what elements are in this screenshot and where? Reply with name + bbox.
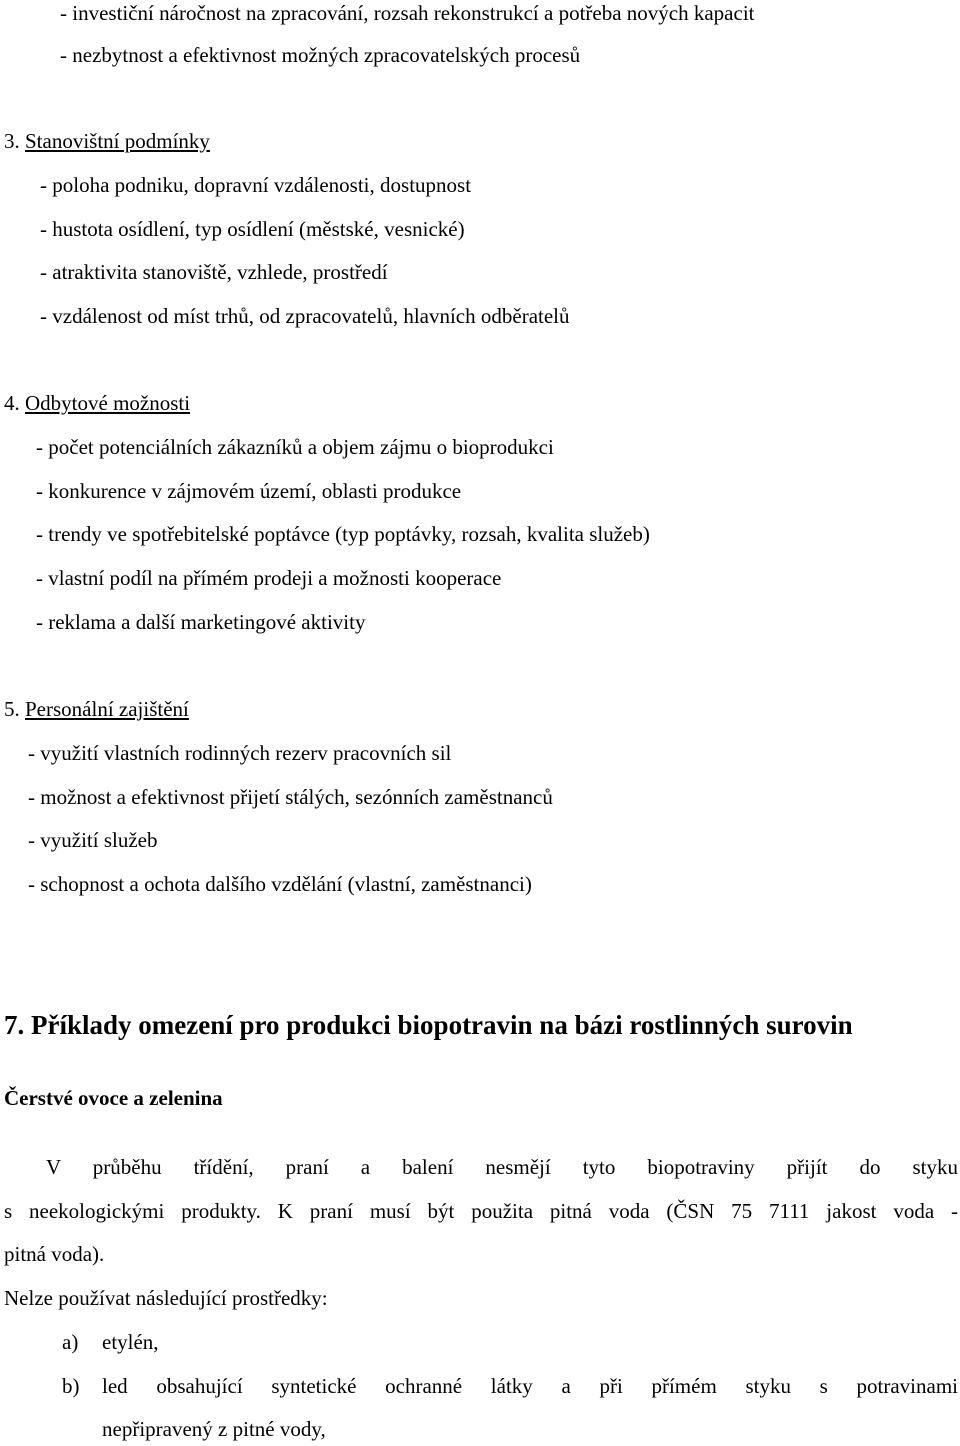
list-item: - reklama a další marketingové aktivity bbox=[36, 610, 366, 634]
section-title: Odbytové možnosti bbox=[25, 391, 191, 415]
list-item: - trendy ve spotřebitelské poptávce (typ poptávky, rozsah, kvalita služeb) bbox=[36, 522, 650, 546]
list-item: - využití vlastních rodinných rezerv pracovních sil bbox=[28, 741, 452, 765]
paragraph-line: s neekologickými produkty. K praní musí být použita pitná voda (ČSN 75 7111 jakost voda - bbox=[4, 1199, 958, 1223]
section-number: 3. bbox=[4, 129, 20, 153]
section-heading bbox=[4, 696, 189, 722]
section-title: Stanovištní podmínky bbox=[25, 129, 210, 153]
section-number: 4. bbox=[4, 391, 20, 415]
list-item: - schopnost a ochota dalšího vzdělání (vlastní, zaměstnanci) bbox=[28, 872, 532, 896]
section-heading bbox=[4, 390, 190, 416]
paragraph-line: pitná voda). bbox=[4, 1242, 105, 1266]
list-item: - hustota osídlení, typ osídlení (městské, vesnické) bbox=[40, 217, 465, 241]
list-item: - vlastní podíl na přímém prodeji a možnosti kooperace bbox=[36, 566, 502, 590]
list-item: led obsahující syntetické ochranné látky a při přímém styku s potravinami bbox=[102, 1374, 958, 1398]
list-item: - počet potenciálních zákazníků a objem zájmu o bioprodukci bbox=[36, 435, 554, 459]
chapter-subheading: Čerstvé ovoce a zelenina bbox=[4, 1086, 223, 1110]
list-marker: b) bbox=[62, 1374, 80, 1398]
section-heading bbox=[4, 128, 210, 154]
list-item: - využití služeb bbox=[28, 828, 158, 852]
list-marker: a) bbox=[62, 1330, 79, 1354]
text-line: - nezbytnost a efektivnost možných zpracovatelských procesů bbox=[60, 43, 581, 67]
section-title: Personální zajištění bbox=[25, 697, 189, 721]
list-item: - atraktivita stanoviště, vzhlede, prostředí bbox=[40, 260, 388, 284]
section-number: 5. bbox=[4, 697, 20, 721]
list-item: - poloha podniku, dopravní vzdálenosti, dostupnost bbox=[40, 173, 472, 197]
list-item: nepřipravený z pitné vody, bbox=[102, 1417, 326, 1441]
list-item: etylén, bbox=[102, 1330, 159, 1354]
list-item: - možnost a efektivnost přijetí stálých, sezónních zaměstnanců bbox=[28, 785, 553, 809]
paragraph-line: V průběhu třídění, praní a balení nesmějí tyto biopotraviny přijít do styku bbox=[46, 1155, 958, 1179]
list-item: - konkurence v zájmovém území, oblasti produkce bbox=[36, 479, 462, 503]
list-item: - vzdálenost od míst trhů, od zpracovatelů, hlavních odběratelů bbox=[40, 304, 570, 328]
list-intro: Nelze používat následující prostředky: bbox=[4, 1286, 328, 1310]
text-line: - investiční náročnost na zpracování, rozsah rekonstrukcí a potřeba nových kapacit bbox=[60, 1, 755, 25]
chapter-heading: 7. Příklady omezení pro produkci biopotravin na bázi rostlinných surovin bbox=[4, 1010, 853, 1040]
